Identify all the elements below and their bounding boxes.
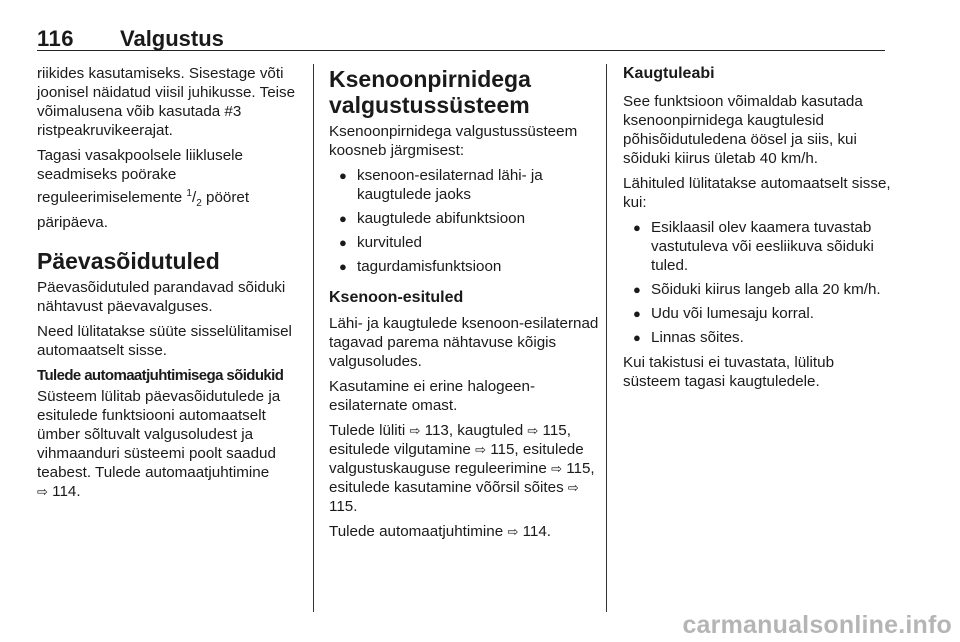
reference-arrow-icon: ⇨ <box>409 423 421 438</box>
subheading: Tulede automaatjuhtimisega sõidukid <box>37 367 284 385</box>
list-item: ● Linnas sõites. <box>633 329 744 346</box>
page-reference[interactable]: 115, esitulede valgustuskauguse reguleerimine <box>329 441 584 477</box>
bullet-icon: ● <box>339 168 347 183</box>
column-divider <box>606 64 607 612</box>
page-reference[interactable]: 113, kaugtuled <box>424 422 524 439</box>
bullet-icon: ● <box>633 330 641 345</box>
paragraph: Lähituled lülitatakse automaatselt sisse, kui: <box>623 175 891 211</box>
column-middle <box>329 64 605 547</box>
reference-arrow-icon: ⇨ <box>527 423 539 438</box>
paragraph: Süsteem lülitab päevasõidutulede ja esitulede funktsiooni automaatselt ümber sõltuvalt valgusoludest ja vihmaanduri süsteemi poolt saadud teabest. Tulede automaatjuhtimine ⇨ 114. <box>37 388 281 501</box>
paragraph: Tulede lüliti ⇨ 113, kaugtuled ⇨ 115, esitulede vilgutamine ⇨ 115, esitulede valgustuskauguse reguleerimine ⇨ 115, esitulede kasutamine võõrsil sõites ⇨ 115. <box>329 422 595 515</box>
reference-arrow-icon: ⇨ <box>567 480 579 495</box>
page-reference[interactable]: 115, esitulede kasutamine võõrsil sõites <box>329 460 595 496</box>
column-right <box>623 64 893 397</box>
list-item: ● ksenoon-esilaternad lähi- ja kaugtulede jaoks <box>339 167 543 203</box>
bullet-icon: ● <box>339 235 347 250</box>
bullet-icon: ● <box>633 306 641 321</box>
list-item: ● kaugtulede abifunktsioon <box>339 210 526 227</box>
reference-arrow-icon: ⇨ <box>507 524 519 539</box>
watermark: carmanualsonline.info <box>682 611 952 639</box>
list-item: ● kurvituled <box>339 234 422 251</box>
list-item: ● Esiklaasil olev kaamera tuvastab vastutuleva või eesliikuva sõiduki tuled. <box>633 219 874 274</box>
bullet-icon: ● <box>339 211 347 226</box>
paragraph: Päevasõidutuled parandavad sõiduki nähtavust päevavalguses. <box>37 279 286 316</box>
paragraph: Tagasi vasakpoolsele liiklusele seadmiseks poörake reguleerimiselemente $^1/_2$ pööret päripäeva. <box>37 147 250 232</box>
paragraph: Tulede automaatjuhtimine ⇨ 114. <box>329 523 552 540</box>
reference-arrow-icon: ⇨ <box>37 484 48 500</box>
paragraph: Need lülitatakse süüte sisselülitamisel automaatselt sisse. <box>37 323 292 360</box>
bullet-icon: ● <box>633 282 641 297</box>
paragraph: riikides kasutamiseks. Sisestage võti joonisel näidatud viisil juhikusse. Teise võimalusena võib kasutada #3 ristpeakruvikeerajat. <box>37 65 296 139</box>
page-header <box>37 26 885 51</box>
page-reference[interactable]: 115, esitulede vilgutamine <box>329 422 571 458</box>
reference-arrow-icon: ⇨ <box>475 442 486 457</box>
paragraph: Kui takistusi ei tuvastata, lülitub süsteem tagasi kaugtuledele. <box>623 354 835 390</box>
paragraph: Lähi- ja kaugtulede ksenoon-esilaternad tagavad parema nähtavuse kõigis valgusoludes. <box>329 315 599 370</box>
bullet-icon: ● <box>339 259 347 274</box>
running-title: Valgustus <box>120 26 224 51</box>
condition-list <box>623 218 893 347</box>
column-divider <box>313 64 314 612</box>
paragraph: Kasutamine ei erine halogeen-esilaternate omast. <box>329 378 536 414</box>
bullet-icon: ● <box>633 220 641 235</box>
page-reference[interactable]: 114. <box>522 523 552 540</box>
page-reference[interactable]: 114. <box>52 483 81 501</box>
section-heading: Päevasõidutuled <box>37 248 220 275</box>
feature-list <box>329 166 605 276</box>
page-number: 116 <box>37 26 74 51</box>
list-item: ● Sõiduki kiirus langeb alla 20 km/h. <box>633 281 881 298</box>
reference-arrow-icon: ⇨ <box>551 461 562 476</box>
list-item: ● Udu või lumesaju korral. <box>633 305 814 322</box>
paragraph: See funktsioon võimaldab kasutada ksenoonpirnidega kaugtulesid põhisõidutuledena öösel ja siis, kui sõiduki kiirus ületab 40 km/h. <box>623 93 863 167</box>
subheading: Ksenoon-esituled <box>329 289 464 306</box>
list-item: ● tagurdamisfunktsioon <box>339 258 502 275</box>
section-heading: Ksenoonpirnidega valgustussüsteem <box>329 66 531 118</box>
section-heading: Kaugtuleabi <box>623 65 715 82</box>
page-reference[interactable]: 115. <box>329 498 358 515</box>
column-left <box>37 64 307 507</box>
paragraph: Ksenoonpirnidega valgustussüsteem koosneb järgmisest: <box>329 123 578 159</box>
